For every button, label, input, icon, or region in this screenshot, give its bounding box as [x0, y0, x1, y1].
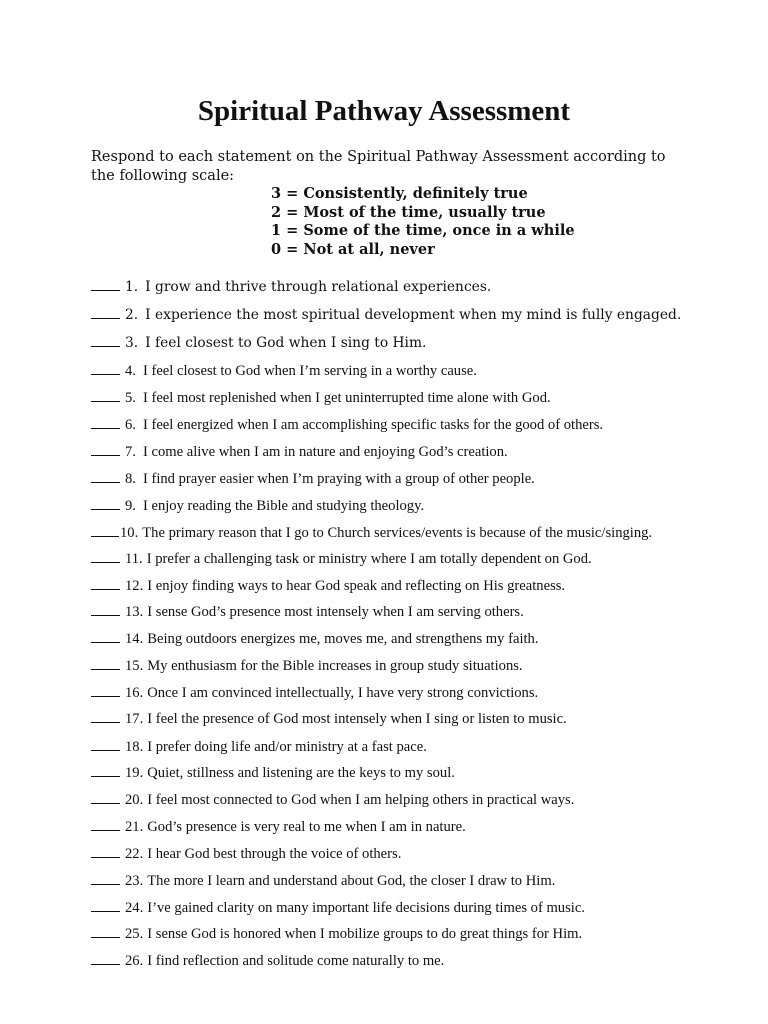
scale-row-2: 2 = Most of the time, usually true: [271, 203, 546, 221]
statement-text: I sense God’s presence most intensely when I am serving others.: [147, 604, 524, 621]
page-title: Spiritual Pathway Assessment: [197, 95, 571, 127]
statement-text: Being outdoors energizes me, moves me, and strengthens my faith.: [147, 631, 539, 648]
answer-blank[interactable]: [91, 523, 119, 537]
statement-text: I feel most connected to God when I am helping others in practical ways.: [147, 792, 575, 809]
intro-paragraph: Respond to each statement on the Spiritual Pathway Assessment according to the following scale:: [91, 149, 666, 184]
statement-item: [91, 629, 539, 648]
statement-text: I feel the presence of God most intensely when I sing or listen to music.: [147, 711, 567, 728]
statement-text: Once I am convinced intellectually, I have very strong convictions.: [147, 685, 539, 702]
answer-blank[interactable]: [91, 442, 120, 456]
statement-number: 22.: [125, 846, 144, 863]
statement-item: [91, 602, 524, 621]
answer-blank[interactable]: [91, 415, 120, 429]
statement-item: [91, 844, 401, 863]
statement-number: 3.: [125, 335, 139, 352]
statement-item: [91, 334, 426, 351]
statement-item: [91, 278, 491, 295]
statement-item: [91, 951, 444, 970]
statement-number: 26.: [125, 953, 144, 970]
statement-number: 18.: [125, 739, 144, 756]
statement-text: I come alive when I am in nature and enjoying God’s creation.: [142, 444, 508, 461]
answer-blank[interactable]: [91, 388, 120, 402]
statement-item: [91, 817, 466, 836]
statement-text: God’s presence is very real to me when I am in nature.: [147, 819, 466, 836]
answer-blank[interactable]: [91, 790, 120, 804]
answer-blank[interactable]: [91, 898, 120, 912]
statement-text: I feel closest to God when I’m serving in a worthy cause.: [142, 363, 477, 380]
statement-number: 14.: [125, 631, 144, 648]
statement-text: The primary reason that I go to Church services/events is because of the music/singing.: [142, 525, 653, 542]
statement-item: [91, 898, 585, 917]
answer-blank[interactable]: [91, 496, 120, 510]
scale-row-0: 0 = Not at all, never: [271, 241, 435, 259]
statement-text: I feel most replenished when I get uninterrupted time alone with God.: [142, 390, 551, 407]
statement-text: I hear God best through the voice of others.: [147, 846, 402, 863]
answer-blank[interactable]: [91, 656, 120, 670]
answer-blank[interactable]: [91, 817, 120, 831]
answer-blank[interactable]: [91, 576, 120, 590]
answer-blank[interactable]: [91, 469, 120, 483]
statement-text: I’ve gained clarity on many important life decisions during times of music.: [147, 900, 585, 917]
statement-text: Quiet, stillness and listening are the keys to my soul.: [147, 765, 455, 782]
answer-blank[interactable]: [91, 334, 120, 347]
scale-row-3: 3 = Consistently, definitely true: [271, 185, 528, 202]
answer-blank[interactable]: [91, 844, 120, 858]
statement-text: I prefer doing life and/or ministry at a fast pace.: [147, 739, 427, 756]
statement-item: [91, 683, 538, 702]
statement-number: 16.: [125, 685, 144, 702]
statement-number: 6.: [125, 417, 136, 434]
statement-item: [91, 442, 508, 461]
statement-number: 10.: [120, 525, 139, 542]
statement-number: 9.: [125, 498, 136, 515]
statement-text: I experience the most spiritual development when my mind is fully engaged.: [145, 307, 682, 324]
answer-blank[interactable]: [91, 709, 120, 723]
statement-text: The more I learn and understand about God, the closer I draw to Him.: [147, 873, 556, 890]
statement-text: I feel closest to God when I sing to Him.: [145, 335, 427, 352]
answer-blank[interactable]: [91, 763, 120, 777]
statement-text: I sense God is honored when I mobilize groups to do great things for Him.: [147, 926, 583, 943]
statement-number: 11.: [125, 551, 143, 568]
statement-number: 4.: [125, 363, 136, 380]
statement-item: [91, 496, 424, 515]
statement-item: [91, 549, 592, 568]
statement-number: 21.: [125, 819, 144, 836]
statement-text: I find reflection and solitude come naturally to me.: [147, 953, 445, 970]
statement-item: [91, 388, 551, 407]
statement-number: 8.: [125, 471, 136, 488]
answer-blank[interactable]: [91, 683, 120, 697]
answer-blank[interactable]: [91, 629, 120, 643]
statement-item: [91, 709, 567, 728]
statement-number: 15.: [125, 658, 144, 675]
statement-number: 1.: [125, 279, 139, 296]
statement-number: 23.: [125, 873, 144, 890]
answer-blank[interactable]: [91, 602, 120, 616]
statement-number: 13.: [125, 604, 144, 621]
statement-item: [91, 871, 555, 890]
statement-item: [91, 523, 652, 542]
statement-text: I feel energized when I am accomplishing specific tasks for the good of others.: [142, 417, 604, 434]
statement-number: 20.: [125, 792, 144, 809]
statement-text: My enthusiasm for the Bible increases in group study situations.: [147, 658, 523, 675]
statement-number: 12.: [125, 578, 144, 595]
statement-item: [91, 656, 523, 675]
statement-item: [91, 361, 477, 380]
answer-blank[interactable]: [91, 924, 120, 938]
statement-number: 5.: [125, 390, 136, 407]
statement-item: [91, 306, 681, 323]
statement-item: [91, 763, 455, 782]
answer-blank[interactable]: [91, 737, 120, 751]
statement-item: [91, 924, 582, 943]
statement-text: I grow and thrive through relational experiences.: [145, 279, 492, 296]
statement-number: 24.: [125, 900, 144, 917]
answer-blank[interactable]: [91, 549, 120, 563]
scale-row-1: 1 = Some of the time, once in a while: [271, 222, 575, 240]
statement-item: [91, 737, 427, 756]
answer-blank[interactable]: [91, 361, 120, 375]
answer-blank[interactable]: [91, 306, 120, 319]
statement-item: [91, 415, 603, 434]
statement-item: [91, 469, 535, 488]
statement-number: 19.: [125, 765, 144, 782]
answer-blank[interactable]: [91, 871, 120, 885]
statement-number: 2.: [125, 307, 139, 324]
statement-number: 25.: [125, 926, 144, 943]
statement-item: [91, 576, 565, 595]
statement-text: I prefer a challenging task or ministry where I am totally dependent on God.: [146, 551, 592, 568]
statement-text: I enjoy finding ways to hear God speak and reflecting on His greatness.: [147, 578, 566, 595]
statement-text: I find prayer easier when I’m praying with a group of other people.: [142, 471, 535, 488]
answer-blank[interactable]: [91, 278, 120, 291]
statement-item: [91, 790, 574, 809]
statement-number: 7.: [125, 444, 136, 461]
statement-number: 17.: [125, 711, 144, 728]
statement-text: I enjoy reading the Bible and studying theology.: [142, 498, 425, 515]
answer-blank[interactable]: [91, 951, 120, 965]
